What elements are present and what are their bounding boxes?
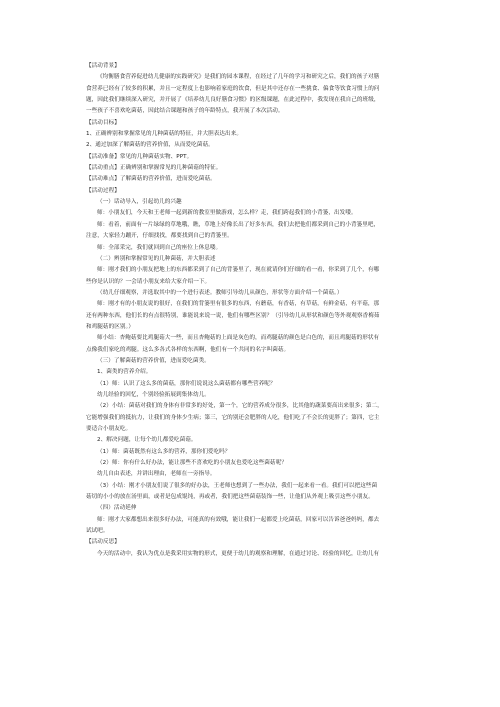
- document-line: 【活动背景】: [86, 63, 120, 69]
- document-line: 2、解决问题，让每个幼儿都爱吃菌菇。: [97, 437, 197, 444]
- document-line: 2、通过加深了解菌菇的营养价值，从而爱吃菌菇。: [86, 142, 214, 149]
- document-line: 【活动目标】: [86, 119, 120, 126]
- document-line: （1）师：认识了这么多的菌菇，那你们说说这么菌菇都有哪些营养呢？: [97, 380, 276, 387]
- document-line: 师：小朋友们，今天和王老师一起到新的教室里做游戏，怎么样？走，我们跨起我们的小背篓，出发喽。: [97, 210, 357, 217]
- document-line: 师：全部采完，我们就回到自己的座位上休息喽。: [97, 244, 222, 251]
- document-line: 【活动难点】了解菌菇的营养价值，进而爱吃菌菇。: [86, 176, 216, 183]
- document-line: 【活动过程】: [86, 187, 120, 194]
- document-line: 题，因此我们继续深入研究，并开展了《培养幼儿良好膳食习惯》的区级课题，在此过程中，我发现在我自己的班级，: [86, 97, 380, 104]
- document-line: 幼儿经验的回忆，个别经验拓展到集体幼儿。: [97, 391, 210, 398]
- document-line: 《均衡膳食营养促进幼儿健康的实践研究》是我们的园本课程，在经过了几年的学习和研究之后，我们的孩子对膳: [97, 74, 380, 81]
- document-line: 它能增强我们的抵抗力，让我们的身体少生病；第三，它的别还会肥胖的人吃，他们吃了不会长的更胖了；第四，它主: [86, 414, 380, 421]
- document-line: 点像我们家吃的鸡腿。这么多各式各样的东西啊，他们有一个共同的名字叫菌菇。: [86, 346, 290, 353]
- document-line: 师：看着，前面有一片绿绿的草地哦，瞧，草地上好像长出了好多东西，我们去把他们都采到自己的小背篓里吧，: [97, 221, 380, 228]
- document-line: 师：刚才有的小朋友说的很好，在我们的背篓里有很多的东西，有蘑菇，有香菇，有草菇，有鲜金菇，有平菇，那: [97, 301, 380, 308]
- document-line: （二）辨别和掌握常见的几种菌菇，并大胆表述: [97, 255, 216, 262]
- document-line: （幼儿仔细观察，并选取其中的一个进行表述。教师引导幼儿从颜色，形状等方面介绍一个菌菇。）: [97, 289, 343, 296]
- document-line: （3）小结：刚才小朋友们说了很多的好办法，王老师也想到了一些办法，我们一起来看一看。我们可以把这些菌: [97, 482, 378, 489]
- document-line: （一）话动导入，引起幼儿的兴趣: [97, 199, 182, 206]
- document-line: 和鸡腿菇的区别。）: [86, 323, 134, 330]
- document-line: 些你是认识的？一会请小朋友来给大家介绍一下。: [86, 278, 211, 285]
- document-line: 幼儿自由表述，并讲出理由，老师在一旁指导。: [97, 471, 216, 478]
- document-line: 师小结：杏鲍菇要比鸡腿菇大一些，而且杏鲍菇的上面是灰色的，而鸡腿菇的颜色是白色的，而且鸡腿菇的形状有: [97, 335, 380, 342]
- document-line: 【活动重点】正确辨别和掌握常见的几种菌菇的特征。: [86, 165, 222, 172]
- document-line: 今天的活动中，我认为优点是我采用实物的形式，更便于幼儿的观察和理解，在通过讨论、经验的回忆，让幼儿有: [97, 550, 380, 557]
- document-line: 【活动准备】常见的几种菌菇实物、PPT。: [86, 153, 193, 160]
- document-line: 1、菌类的营养介绍。: [97, 369, 152, 376]
- document-line: 食营养已经有了较多的积累，并且一定程度上也影响着家庭的饮食，但是其中还存在一些挑食、偏食等饮食习惯上的问: [86, 85, 380, 92]
- document-line: 试试吧。: [86, 528, 109, 535]
- document-line: （2）小结：菌菇对我们的身体有非常多的好处，第一个，它的营养成分很多，比其他的蔬菜要高出来很多；第二，: [97, 403, 383, 410]
- document-line: 1、正确辨别和掌握常见的几种菌菇的特征，并大胆表达出来。: [86, 131, 242, 138]
- document-line: 一些孩子不喜欢吃菌菇，因此结合课题和孩子的年龄特点，我开展了本次活动。: [86, 108, 284, 115]
- document-line: （1）师：菌菇既然有这么多的营养，那你们爱吃吗？: [97, 448, 231, 455]
- document-line: 师：刚才大家都想出来很多好办法，可能真的有效哦，能让我们一起都爱上吃菌菇，回家可以告诉爸爸妈妈，都去: [97, 516, 380, 523]
- document-line: 还有两种东西，他们长的有点很特别，谁能说来说一说，他们有哪些区别？（引导幼儿从形状和颜色等外观观察香梅茹: [86, 312, 380, 319]
- document-line: （2）师：你有什么好办法，能让那些不喜欢吃的小朋友也爱吃这些菌菇呢？: [97, 460, 287, 467]
- document-line: （四）活动延伸: [97, 505, 137, 512]
- document-line: 注意，大家轻力蹦开，仔细找找，都要找到自己的背篓里。: [86, 233, 233, 240]
- document-line: 菇切的小小的放在汤里面，或者是包成馄饨，再或者，我们把这些菌菇装饰一些，让他们从外观上吸引这些小朋友。: [86, 494, 374, 501]
- document-line: 要适合小朋友吃。: [86, 426, 132, 432]
- document-body: [86, 61, 416, 560]
- document-line: （三）了解菌菇的营养价值，进而爱吃菌类。: [97, 357, 210, 364]
- document-line: 【活动反思】: [86, 539, 120, 546]
- document-line: 师：刚才我们的小朋友把地上的东西都采到了自己的背篓里了，现在就请你们仔细的看一看，你采到了几个，有哪: [97, 267, 380, 274]
